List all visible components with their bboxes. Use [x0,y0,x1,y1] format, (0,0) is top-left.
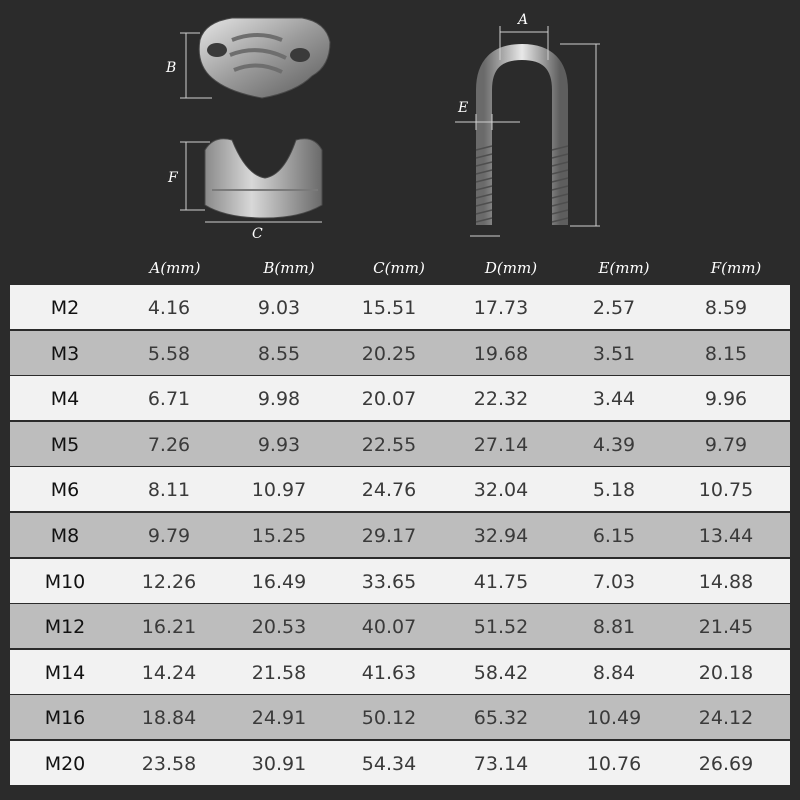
value-cell: 32.94 [473,525,529,547]
header-f: F(mm) [710,259,762,277]
value-cell: 7.03 [592,570,636,593]
value-cell: 73.14 [473,753,529,775]
dimension-label-c: C [252,226,263,242]
value-cell: 10.76 [586,753,642,775]
dimension-label-e: E [458,100,469,116]
table-header-row [0,256,800,282]
size-cell: M2 [50,297,80,319]
value-cell: 6.15 [592,525,636,547]
dimension-label-f: F [168,170,178,186]
value-cell: 4.16 [147,297,191,319]
size-cell: M4 [50,388,80,411]
value-cell: 13.44 [698,525,754,547]
value-cell: 4.39 [592,433,636,456]
table-row [10,604,790,648]
header-a: A(mm) [149,259,201,277]
size-cell: M8 [50,525,80,547]
value-cell: 8.59 [704,297,748,319]
value-cell: 8.81 [592,616,636,639]
value-cell: 20.07 [361,388,417,411]
value-cell: 23.58 [141,753,197,775]
size-cell: M14 [44,661,86,684]
value-cell: 10.97 [251,479,307,502]
table-row [10,422,790,466]
value-cell: 8.15 [704,342,748,365]
clamp-saddle-bottom-image [205,139,322,218]
value-cell: 9.03 [257,297,301,319]
table-row [10,376,790,420]
header-c: C(mm) [373,259,425,277]
value-cell: 6.71 [147,388,191,411]
value-cell: 2.57 [592,297,636,319]
dimension-label-a: A [518,12,529,28]
value-cell: 3.44 [592,388,636,411]
table-row [10,559,790,603]
table-row [10,285,790,329]
table-row [10,513,790,557]
value-cell: 20.25 [361,342,417,365]
value-cell: 22.32 [473,388,529,411]
value-cell: 16.49 [251,570,307,593]
value-cell: 9.79 [147,525,191,547]
value-cell: 10.49 [586,707,642,730]
value-cell: 9.98 [257,388,301,411]
table-row [10,695,790,739]
value-cell: 33.65 [361,570,417,593]
size-cell: M5 [50,433,80,456]
value-cell: 20.53 [251,616,307,639]
value-cell: 24.76 [361,479,417,502]
table-row [10,650,790,694]
value-cell: 15.25 [251,525,307,547]
value-cell: 41.75 [473,570,529,593]
value-cell: 22.55 [361,433,417,456]
value-cell: 26.69 [698,753,754,775]
value-cell: 14.88 [698,570,754,593]
value-cell: 7.26 [147,433,191,456]
value-cell: 21.58 [251,661,307,684]
value-cell: 15.51 [361,297,417,319]
product-diagram [0,0,800,255]
value-cell: 65.32 [473,707,529,730]
value-cell: 10.75 [698,479,754,502]
dimension-label-b: B [166,60,177,76]
size-cell: M12 [44,616,86,639]
value-cell: 9.93 [257,433,301,456]
value-cell: 19.68 [473,342,529,365]
header-d: D(mm) [484,259,538,277]
value-cell: 54.34 [361,753,417,775]
value-cell: 14.24 [141,661,197,684]
header-e: E(mm) [598,259,650,277]
value-cell: 9.79 [704,433,748,456]
u-bolt-image [476,52,568,225]
value-cell: 29.17 [361,525,417,547]
value-cell: 8.84 [592,661,636,684]
value-cell: 12.26 [141,570,197,593]
table-row [10,331,790,375]
value-cell: 24.12 [698,707,754,730]
size-cell: M10 [44,570,86,593]
value-cell: 41.63 [361,661,417,684]
value-cell: 16.21 [141,616,197,639]
value-cell: 8.55 [257,342,301,365]
value-cell: 9.96 [704,388,748,411]
clamp-saddle-top-image [199,18,330,98]
header-b: B(mm) [263,259,315,277]
value-cell: 5.18 [592,479,636,502]
value-cell: 58.42 [473,661,529,684]
value-cell: 51.52 [473,616,529,639]
value-cell: 24.91 [251,707,307,730]
value-cell: 3.51 [592,342,636,365]
value-cell: 40.07 [361,616,417,639]
value-cell: 27.14 [473,433,529,456]
size-cell: M16 [44,707,86,730]
value-cell: 50.12 [361,707,417,730]
value-cell: 20.18 [698,661,754,684]
size-cell: M20 [44,753,86,775]
size-cell: M3 [50,342,80,365]
value-cell: 32.04 [473,479,529,502]
dimension-table [10,285,790,797]
value-cell: 17.73 [473,297,529,319]
size-cell: M6 [50,479,80,502]
value-cell: 8.11 [147,479,191,502]
value-cell: 30.91 [251,753,307,775]
value-cell: 5.58 [147,342,191,365]
table-row [10,741,790,785]
table-row [10,467,790,511]
value-cell: 21.45 [698,616,754,639]
value-cell: 18.84 [141,707,197,730]
